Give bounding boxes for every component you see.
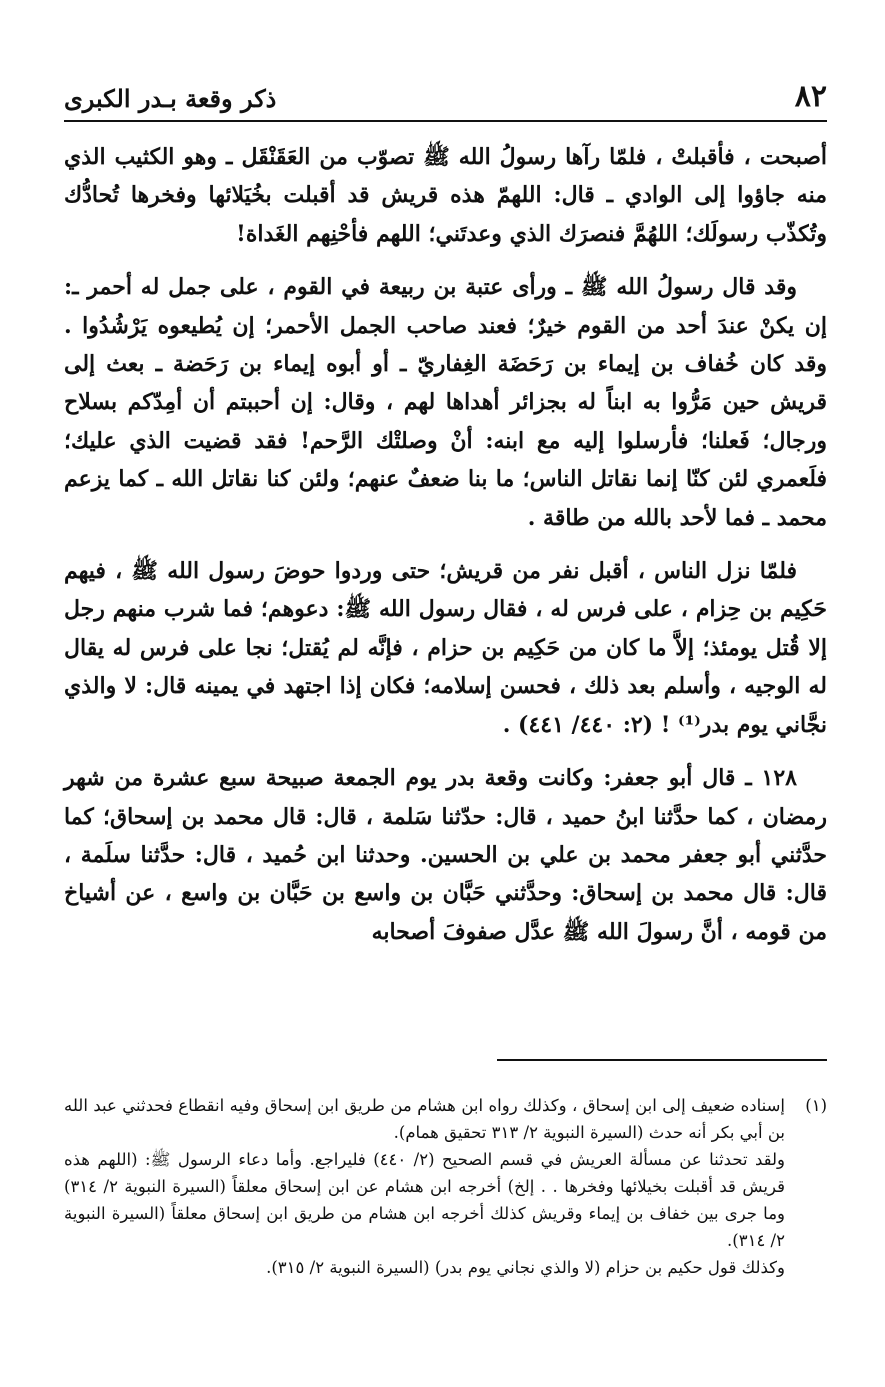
main-text — [64, 138, 827, 951]
footnote-body — [64, 1092, 785, 1281]
running-title: ذكر وقعة بـدر الكبرى — [64, 84, 277, 113]
footnote-line-3: وكذلك قول حكيم بن حزام (لا والذي نجاني يوم بدر) (السيرة النبوية ٢/ ٣١٥). — [266, 1258, 785, 1277]
page-number: ٨٢ — [794, 79, 827, 114]
footnote-1 — [64, 1092, 827, 1281]
paragraph-2: وقد قال رسولُ الله ﷺ ـ ورأى عتبة بن ربيعة في القوم ، على جمل له أحمر ـ: إن يكنْ عندَ أحد من القوم خيرٌ؛ فعند صاحب الجمل الأحمر؛ إن يُطيعوه يَرْشُدُوا . وقد كان خُفاف بن إيماء بن رَحَضَة الغِفاريّ ـ أو أبوه إيماء بن رَحَضة ـ بعث إلى قريش حين مَرُّوا به ابناً له بجزائر أهداها لهم ، وقال: إن أحببتم أن أمِدّكم بسلاح ورجال؛ فَعلنا؛ فأرسلوا إليه مع ابنه: أنْ وصلتْك الرَّحم! فقد قضيت الذي عليك؛ فلَعمري لئن كنّا إنما نقاتل الناس؛ ما بنا ضعفٌ عنهم؛ ولئن كنا نقاتل الله ـ كما يزعم محمد ـ فما لأحد بالله من طاقة . — [64, 274, 827, 531]
paragraph-1: أصبحت ، فأقبلتْ ، فلمّا رآها رسولُ الله ﷺ تصوّب من العَقَنْقَل ـ وهو الكثيب الذي منه جاؤوا إلى الوادي ـ قال: اللهمّ هذه قريش قد أقبلت بخُيَلائها وفخرها تُحادُّك وتُكذّب رسولَك؛ اللهُمَّ فنصرَك الذي وعدتَني؛ اللهم فأحْنِهم الغَداة! — [64, 144, 827, 247]
footnote-line-2: ولقد تحدثنا عن مسألة العريش في قسم الصحيح (٢/ ٤٤٠) فليراجع. وأما دعاء الرسول ﷺ: (اللهم هذه قريش قد أقبلت بخيلائها وفخرها . . إلخ) أخرجه ابن هشام عن ابن إسحاق معلقاً (السيرة النبوية ٢/ ٣١٤) وما جرى بين خفاف بن إيماء وقريش كذلك أخرجه ابن هشام من طريق ابن إسحاق معلقاً (السيرة النبوية ٢/ ٣١٤). — [64, 1150, 785, 1250]
paragraph-4: ١٢٨ ـ قال أبو جعفر: وكانت وقعة بدر يوم الجمعة صبيحة سبع عشرة من شهر رمضان ، كما حدَّثنا ابنُ حميد ، قال: حدّثنا سَلمة ، قال: قال محمد بن إسحاق؛ كما حدَّثني أبو جعفر محمد بن علي بن الحسين. وحدثنا ابن حُميد ، قال: حدَّثنا سلَمة ، قال: قال محمد بن إسحاق: وحدَّثني حَبَّان بن واسع بن حَبَّان بن واسع ، عن أشياخ من قومه ، أنَّ رسولَ الله ﷺ عدَّل صفوفَ أصحابه — [64, 765, 828, 945]
footnote-line-1: إسناده ضعيف إلى ابن إسحاق ، وكذلك رواه ابن هشام من طريق ابن إسحاق وفيه انقطاع فحدثني عبد الله بن أبي بكر أنه حدث (السيرة النبوية ٢/ ٣١٣ تحقيق همام). — [64, 1096, 785, 1142]
footnotes — [64, 1092, 827, 1281]
paragraph-3: فلمّا نزل الناس ، أقبل نفر من قريش؛ حتى وردوا حوضَ رسول الله ﷺ ، فيهم حَكِيم بن حِزام ، على فرس له ، فقال رسول الله ﷺ: دعوهم؛ فما شرب منهم رجل إلا قُتل يومئذ؛ إلاَّ ما كان من حَكِيم بن حزام ، فإنَّه لم يُقتل؛ نجا على فرس له يقال له الوجيه ، وأسلم بعد ذلك ، فحسن إسلامه؛ فكان إذا اجتهد في يمينه قال: لا والذي نجَّاني يوم بدر⁽¹⁾ ! (٢: ٤٤٠/ ٤٤١) . — [64, 558, 827, 738]
footnote-separator — [497, 1059, 827, 1061]
page-header — [64, 78, 827, 122]
footnote-number: (١) — [805, 1096, 827, 1115]
